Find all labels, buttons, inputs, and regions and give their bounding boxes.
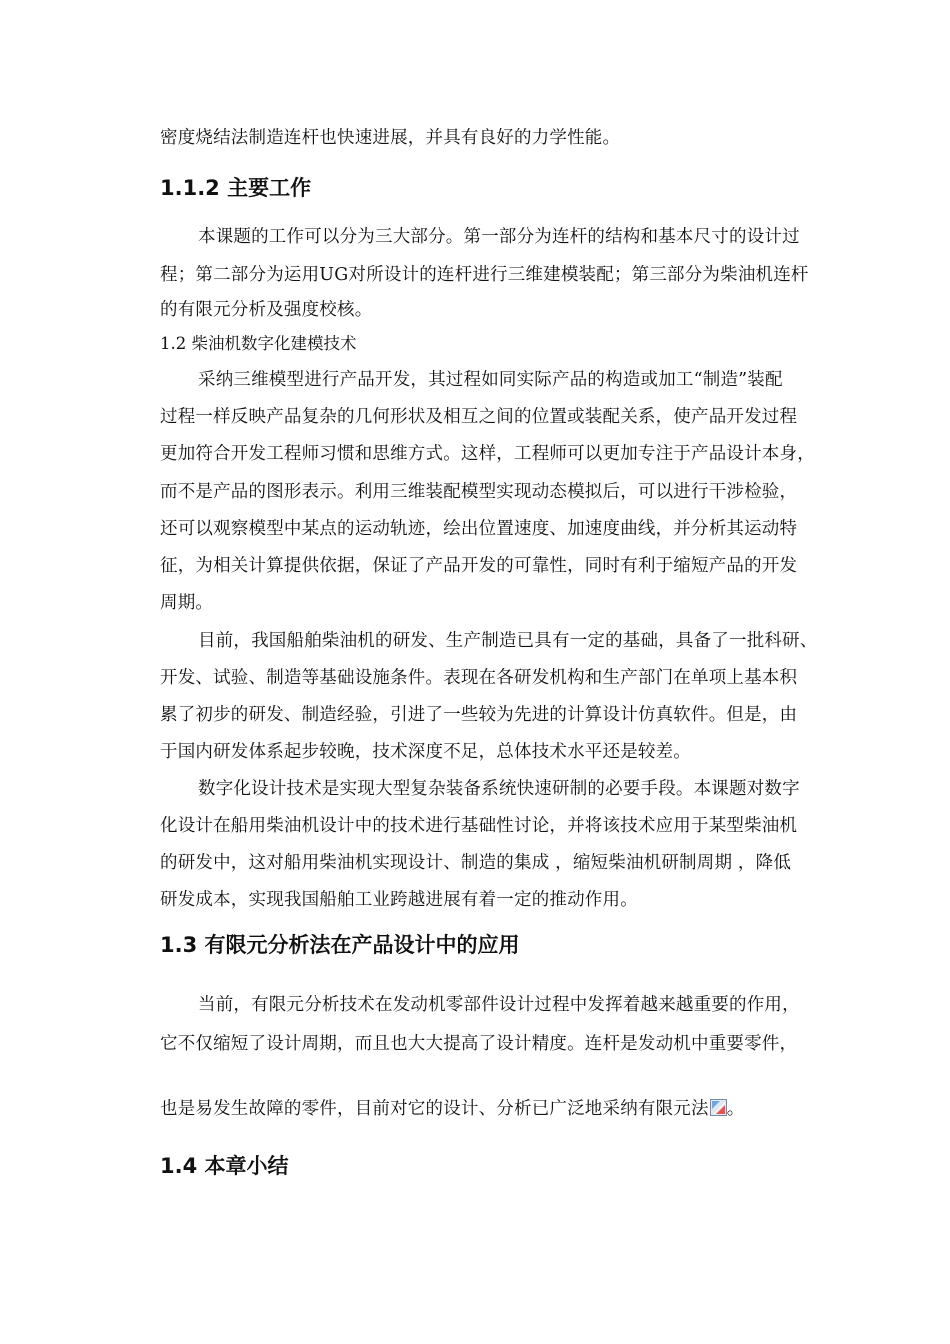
sec13-line-3: 也是易发生故障的零件，目前对它的设计、分析已广泛地采纳有限元法 (160, 1099, 709, 1119)
sec12-p1-line-7: 周期。 (160, 593, 214, 613)
sec12-p1-line-5: 还可以观察模型中某点的运动轨迹，绘出位置速度、加速度曲线，并分析其运动特 (160, 519, 798, 539)
sec12-p1-line-1: 采纳三维模型进行产品开发，其过程如同实际产品的构造或加工“制造”装配 (198, 370, 783, 390)
sec12-p2-line-3: 累了初步的研发、制造经验，引进了一些较为先进的计算设计仿真软件。但是，由 (160, 705, 798, 725)
sec112-line-3: 的有限元分析及强度校核。 (160, 300, 373, 320)
sec12-p3-line-3: 的研发中，这对船用柴油机实现设计、制造的集成 ，缩短柴油机研制周期 ，降低 (160, 853, 792, 873)
sec12-p1-line-2: 过程一样反映产品复杂的几何形状及相互之间的位置或装配关系，使产品开发过程 (160, 407, 798, 427)
sec12-p3-line-4: 研发成本，实现我国船舶工业跨越进展有着一定的推动作用。 (160, 890, 638, 910)
sec13-end-mark: 。 (726, 1099, 745, 1119)
sec12-p2-line-1: 目前，我国船舶柴油机的研发、生产制造已具有一定的基础，具备了一批科研、 (198, 631, 818, 651)
broken-image-icon (710, 1099, 727, 1116)
intro-line: 密度烧结法制造连杆也快速进展，并具有良好的力学性能。 (160, 128, 621, 148)
sec12-p2-line-4: 于国内研发体系起步较晚，技术深度不足，总体技术水平还是较差。 (160, 742, 691, 762)
sec13-line-3-wrap (160, 1095, 744, 1120)
sec12-p3-line-1: 数字化设计技术是实现大型复杂装备系统快速研制的必要手段。本课题对数字 (198, 779, 800, 799)
heading-1-2: 1.2 柴油机数字化建模技术 (160, 334, 357, 353)
sec13-line-1: 当前，有限元分析技术在发动机零部件设计过程中发挥着越来越重要的作用， (198, 995, 800, 1015)
sec112-line-2: 程；第二部分为运用UG对所设计的连杆进行三维建模装配；第三部分为柴油机连杆 (160, 265, 809, 285)
heading-1-3: 1.3 有限元分析法在产品设计中的应用 (160, 933, 520, 957)
sec12-p3-line-2: 化设计在船用柴油机设计中的技术进行基础性讨论，并将该技术应用于某型柴油机 (160, 816, 798, 836)
sec112-line-1: 本课题的工作可以分为三大部分。第一部分为连杆的结构和基本尺寸的设计过 (198, 227, 800, 247)
heading-1-4: 1.4 本章小结 (160, 1154, 289, 1178)
heading-1-1-2: 1.1.2 主要工作 (160, 176, 312, 200)
sec12-p1-line-4: 而不是产品的图形表示。利用三维装配模型实现动态模拟后，可以进行干涉检验， (160, 482, 798, 502)
sec13-line-2: 它不仅缩短了设计周期，而且也大大提高了设计精度。连杆是发动机中重要零件， (160, 1034, 798, 1054)
sec12-p2-line-2: 开发、试验、制造等基础设施条件。表现在各研发机构和生产部门在单项上基本积 (160, 668, 798, 688)
sec12-p1-line-6: 征，为相关计算提供依据，保证了产品开发的可靠性，同时有利于缩短产品的开发 (160, 556, 798, 576)
sec12-p1-line-3: 更加符合开发工程师习惯和思维方式。这样，工程师可以更加专注于产品设计本身， (160, 444, 815, 464)
